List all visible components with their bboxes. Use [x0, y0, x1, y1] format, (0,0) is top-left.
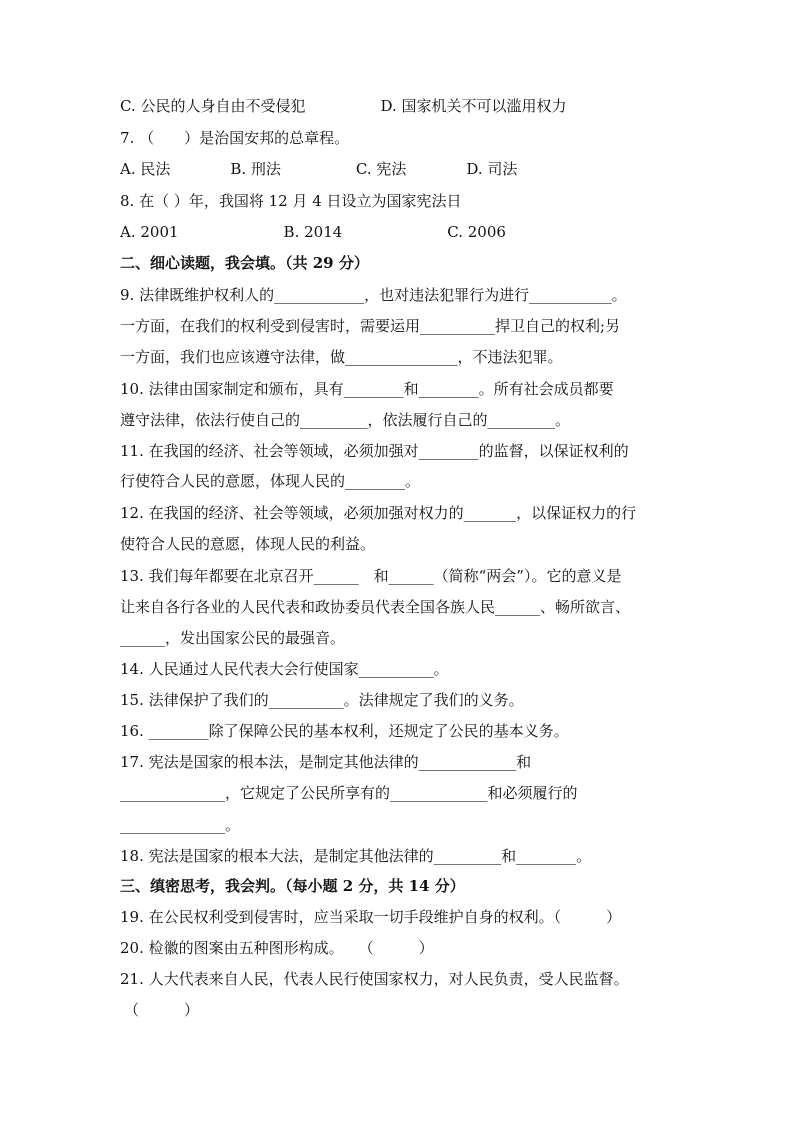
q12-line-2: 使符合人民的意愿，体现人民的利益。 [120, 535, 376, 553]
q14-question: 14. 人民通过人民代表大会行使国家__________。 [120, 660, 449, 678]
q18-question: 18. 宪法是国家的根本大法，是制定其他法律的_________和________。 [120, 847, 592, 865]
q17-line-1: 17. 宪法是国家的根本法，是制定其他法律的_____________和 [120, 753, 532, 771]
q21-question: 21. 人大代表来自人民，代表人民行使国家权力，对人民负责，受人民监督。 [120, 970, 629, 988]
q7-question: 7. （ ）是治国安邦的总章程。 [120, 129, 350, 147]
q12-line-1: 12. 在我国的经济、社会等领域，必须加强对权力的_______，以保证权力的行 [120, 504, 637, 522]
section-two-heading: 二、细心读题，我会填。（共 29 分） [120, 254, 369, 272]
q8-options: A. 2001 B. 2014 C. 2006 [120, 223, 506, 241]
q7-options: A. 民法 B. 刑法 C. 宪法 D. 司法 [120, 160, 518, 178]
q13-line-1: 13. 我们每年都要在北京召开______ 和______（简称“两会”）。它的意义是 [120, 567, 622, 585]
q8-question: 8. 在（ ）年，我国将 12 月 4 日设立为国家宪法日 [120, 192, 462, 210]
section-three-heading: 三、缜密思考，我会判。（每小题 2 分，共 14 分） [120, 877, 465, 895]
q10-line-1: 10. 法律由国家制定和颁布，具有________和________。所有社会成员都要 [120, 380, 614, 398]
q21-answer-parentheses: （ ） [124, 1001, 200, 1019]
q17-line-3: ______________。 [120, 816, 241, 834]
q13-line-2: 让来自各行各业的人民代表和政协委员代表全国各族人民______、畅所欲言、 [120, 598, 631, 616]
q6-options-cd: C. 公民的人身自由不受侵犯 D. 国家机关不可以滥用权力 [120, 97, 567, 115]
q11-line-1: 11. 在我国的经济、社会等领域，必须加强对________的监督，以保证权利的 [120, 442, 629, 460]
q19-question: 19. 在公民权利受到侵害时，应当采取一切手段维护自身的权利。（ ） [120, 908, 622, 926]
q9-line-1: 9. 法律既维护权利人的____________，也对违法犯罪行为进行___________。 [120, 286, 627, 304]
q11-line-2: 行使符合人民的意愿，体现人民的________。 [120, 472, 421, 490]
q20-question: 20. 检徽的图案由五种图形构成。 （ ） [120, 939, 434, 957]
q9-line-2: 一方面，在我们的权利受到侵害时，需要运用__________捍卫自己的权利;另 [120, 317, 621, 335]
q16-question: 16. ________除了保障公民的基本权利，还规定了公民的基本义务。 [120, 722, 569, 740]
q13-line-3: ______，发出国家公民的最强音。 [120, 629, 346, 647]
q15-question: 15. 法律保护了我们的__________。法律规定了我们的义务。 [120, 691, 524, 709]
q17-line-2: ______________，它规定了公民所享有的_____________和必须履行的 [120, 784, 578, 802]
q9-line-3: 一方面，我们也应该遵守法律，做_______________，不违法犯罪。 [120, 348, 563, 366]
q10-line-2: 遵守法律，依法行使自己的_________，依法履行自己的_________。 [120, 411, 571, 429]
